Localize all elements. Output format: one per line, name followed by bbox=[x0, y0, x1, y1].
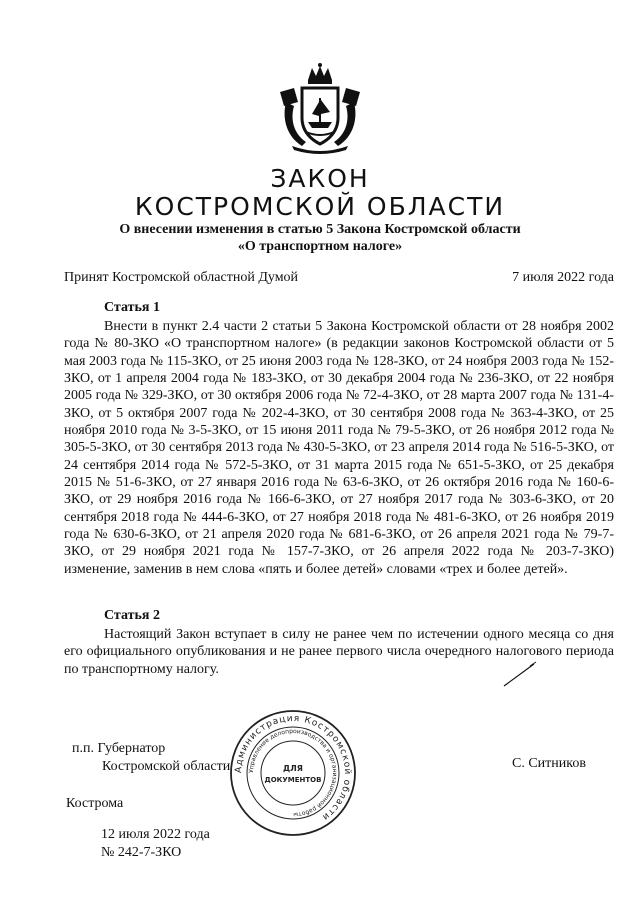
adopted-by: Принят Костромской областной Думой bbox=[64, 270, 299, 285]
law-subtitle-line1: О внесении изменения в статью 5 Закона Костромской области bbox=[119, 222, 521, 237]
adoption-date: 7 июля 2022 года bbox=[512, 270, 614, 285]
signature-mark-icon bbox=[500, 660, 540, 690]
signatory-role-line1: п.п. Губернатор bbox=[72, 741, 166, 756]
signing-city: Кострома bbox=[66, 796, 124, 811]
law-title: ЗАКОН bbox=[270, 164, 370, 193]
stamp-center-line1: ДЛЯ bbox=[283, 764, 303, 773]
article-1-heading: Статья 1 bbox=[104, 300, 160, 315]
official-stamp-icon bbox=[228, 708, 358, 838]
stamp-center-line2: ДОКУМЕНТОВ bbox=[264, 776, 322, 784]
article-2-heading: Статья 2 bbox=[104, 608, 160, 623]
article-1-text: Внести в пункт 2.4 части 2 статьи 5 Закона Костромской области от 28 ноября 2002 года № 80-ЗКО «О транспортном налоге» (в редакции законов Костромской области от 5 мая 2003 года № 115-ЗКО, от 25 июня 2003 года № 128-ЗКО, от 24 ноября 2003 года № 152-ЗКО, от 1 апреля 2004 года № 183-ЗКО, от 30 декабря 2004 года № 236-ЗКО, от 22 ноября 2005 года № 329-ЗКО, от 30 октября 2006 года № 72-4-ЗКО, от 28 марта 2007 года № 131-4-ЗКО, от 5 октября 2007 года № 202-4-ЗКО, от 30 сентября 2008 года № 363-4-ЗКО, от 25 ноября 2010 года № 3-5-ЗКО, от 15 июня 2011 года № 79-5-ЗКО, от 26 ноября 2012 года № 305-5-ЗКО, от 30 сентября 2013 года № 430-5-ЗКО, от 23 апреля 2014 года № 516-5-ЗКО, от 24 сентября 2014 года № 572-5-ЗКО, от 31 марта 2015 года № 651-5-ЗКО, от 25 декабря 2015 № 51-6-ЗКО, от 27 января 2016 года № 63-6-ЗКО, от 26 октября 2016 года № 160-6-ЗКО, от 29 ноября 2016 года № 166-6-ЗКО, от 27 ноября 2017 года № 303-6-ЗКО, от 20 сентября 2018 года № 444-6-ЗКО, от 27 ноября 2018 года № 481-6-ЗКО, от 26 ноября 2019 года № 630-6-ЗКО, от 21 апреля 2020 года № 681-6-ЗКО, от 26 апреля 2021 года № 79-7-ЗКО, от 29 ноября 2021 года № 157-7-ЗКО, от 26 апреля 2022 года № 203-7-ЗКО) изменение, заменив в нем слова «пять и более детей» словами «трех и более детей». bbox=[64, 319, 614, 577]
signatory-role-line2: Костромской области bbox=[102, 759, 231, 774]
coat-of-arms-icon bbox=[272, 62, 368, 154]
stamp-outer-text: Администрация Костромской области bbox=[233, 713, 353, 823]
law-number: № 242-7-ЗКО bbox=[101, 845, 182, 860]
law-subtitle-line2: «О транспортном налоге» bbox=[237, 239, 403, 254]
signatory-name: С. Ситников bbox=[512, 756, 586, 771]
signing-date: 12 июля 2022 года bbox=[101, 827, 210, 842]
article-2-text: Настоящий Закон вступает в силу не ранее чем по истечении одного месяца со дня его официального опубликования и не ранее первого числа очередного налогового периода по транспортному налогу. bbox=[64, 627, 614, 677]
stamp-inner-text: Управление делопроизводства и организационной работы bbox=[247, 727, 339, 819]
region-title: КОСТРОМСКОЙ ОБЛАСТИ bbox=[134, 192, 506, 221]
